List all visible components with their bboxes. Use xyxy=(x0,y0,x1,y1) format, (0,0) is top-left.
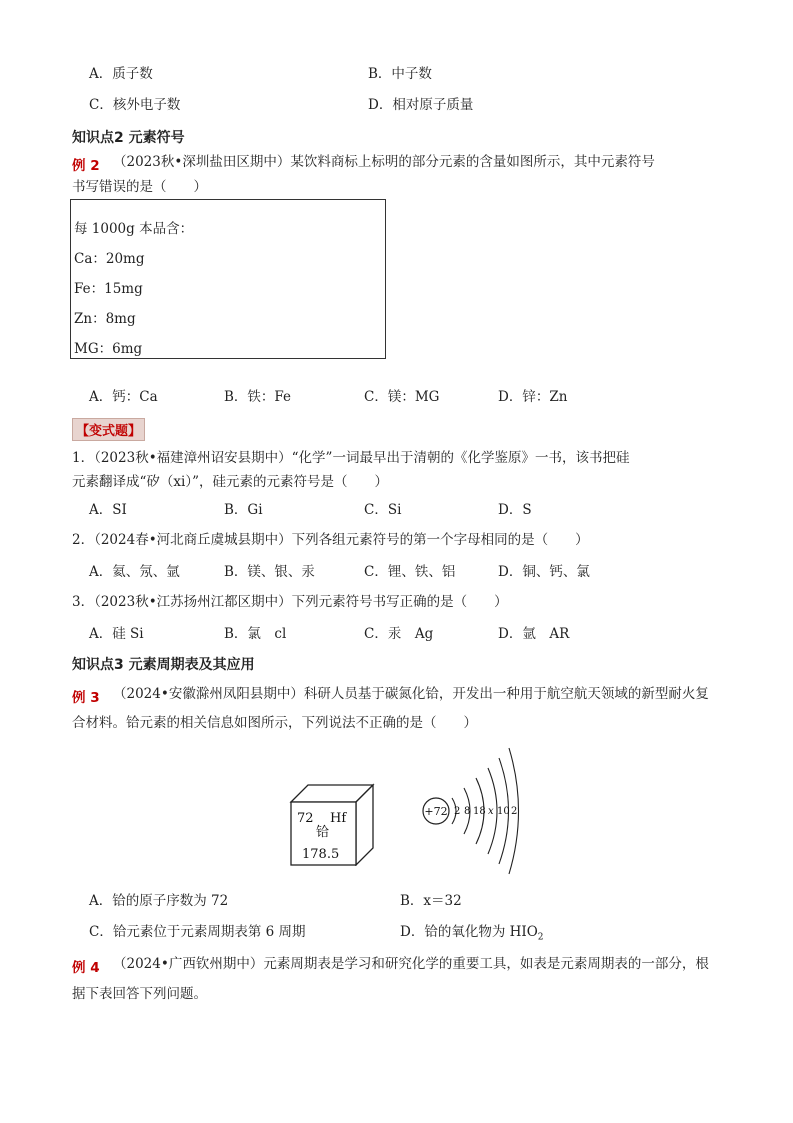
card-symbol: Hf xyxy=(330,811,347,826)
variant-3-option-c: C．汞 Ag xyxy=(364,626,434,642)
example-2-label: 例 2 xyxy=(72,158,100,174)
example-2-option-b: B．铁：Fe xyxy=(224,389,292,405)
example-2-stem-line2: 书写错误的是（ ） xyxy=(72,179,207,195)
variant-questions-tag: 【变式题】 xyxy=(72,418,145,441)
nutrition-label-header: 每 1000g 本品含： xyxy=(74,221,194,237)
example-2-stem-line1: （2023秋•深圳盐田区期中）某饮料商标上标明的部分元素的含量如图所示，其中元素符号 xyxy=(113,154,655,170)
shell-1-electrons: 2 xyxy=(454,806,461,817)
variant-3-option-b: B．氯 cl xyxy=(224,626,287,642)
shell-5-electrons: 10 xyxy=(497,806,510,817)
variant-2-option-c: C．锂、铁、铝 xyxy=(364,564,456,580)
variant-2-option-d: D．铜、钙、氯 xyxy=(498,564,590,580)
knowledge-point-2-title: 知识点2 元素符号 xyxy=(72,130,185,146)
example-3-stem-line1: （2024•安徽滁州凤阳县期中）科研人员基于碳氮化铪，开发出一种用于航空航天领域的新型耐火复 xyxy=(113,686,709,702)
example-3-option-d: D．铪的氧化物为 $HIO_2$ xyxy=(400,924,544,943)
variant-1-option-a: A．SI xyxy=(89,502,127,518)
example-3-option-a: A．铪的原子序数为 72 xyxy=(89,893,229,909)
example-4-stem-line2: 据下表回答下列问题。 xyxy=(72,986,207,1002)
variant-1-option-b: B．Gi xyxy=(224,502,263,518)
nutrition-row-mg: MG：6mg xyxy=(74,341,143,357)
example-3-option-c: C．铪元素位于元素周期表第 6 周期 xyxy=(89,924,306,940)
hafnium-element-card xyxy=(286,780,382,866)
nutrition-row-zn: Zn：8mg xyxy=(74,311,136,327)
option-d: D．相对原子质量 xyxy=(368,97,474,113)
shell-3-electrons: 18 xyxy=(473,806,486,817)
example-2-option-a: A．钙：Ca xyxy=(89,389,158,405)
variant-1-stem-line1: 1．（2023秋•福建漳州诏安县期中）“化学”一词最早出于清朝的《化学鉴原》一书，该书把硅 xyxy=(72,450,630,466)
example-2-option-c: C．镁：MG xyxy=(364,389,440,405)
variant-1-stem-line2: 元素翻译成“矽（xi）”，硅元素的元素符号是（ ） xyxy=(72,474,388,490)
option-a: A．质子数 xyxy=(89,66,153,82)
variant-1-option-c: C．Si xyxy=(364,502,402,518)
variant-2-stem: 2．（2024春•河北商丘虞城县期中）下列各组元素符号的第一个字母相同的是（ ） xyxy=(72,532,589,548)
option-c: C．核外电子数 xyxy=(89,97,181,113)
variant-2-option-a: A．氦、氖、氩 xyxy=(89,564,180,580)
example-3-label: 例 3 xyxy=(72,690,100,706)
nutrition-row-fe: Fe：15mg xyxy=(74,281,143,297)
hafnium-atomic-structure-diagram xyxy=(414,742,526,880)
shell-2-electrons: 8 xyxy=(464,806,471,817)
example-3-stem-line2: 合材料。铪元素的相关信息如图所示，下列说法不正确的是（ ） xyxy=(72,715,477,731)
option-b: B．中子数 xyxy=(368,66,432,82)
variant-2-option-b: B．镁、银、汞 xyxy=(224,564,315,580)
card-element-name: 铪 xyxy=(316,825,330,840)
card-atomic-mass: 178.5 xyxy=(302,847,340,862)
nutrition-row-ca: Ca：20mg xyxy=(74,251,145,267)
shell-4-electrons: x xyxy=(488,806,494,817)
example-4-stem-line1: （2024•广西钦州期中）元素周期表是学习和研究化学的重要工具，如表是元素周期表的一部分，根 xyxy=(113,956,709,972)
knowledge-point-3-title: 知识点3 元素周期表及其应用 xyxy=(72,657,255,673)
variant-3-option-d: D．氩 AR xyxy=(498,626,570,642)
nutrition-label-box xyxy=(70,199,386,359)
example-2-option-d: D．锌：Zn xyxy=(498,389,568,405)
example-4-label: 例 4 xyxy=(72,960,100,976)
card-atomic-number: 72 xyxy=(297,811,314,826)
variant-3-stem: 3．（2023秋•江苏扬州江都区期中）下列元素符号书写正确的是（ ） xyxy=(72,594,508,610)
variant-1-option-d: D．S xyxy=(498,502,532,518)
variant-3-option-a: A．硅 Si xyxy=(89,626,144,642)
example-3-option-b: B．x＝32 xyxy=(400,893,462,909)
shell-6-electrons: 2 xyxy=(511,806,518,817)
nucleus-charge: +72 xyxy=(424,805,448,818)
